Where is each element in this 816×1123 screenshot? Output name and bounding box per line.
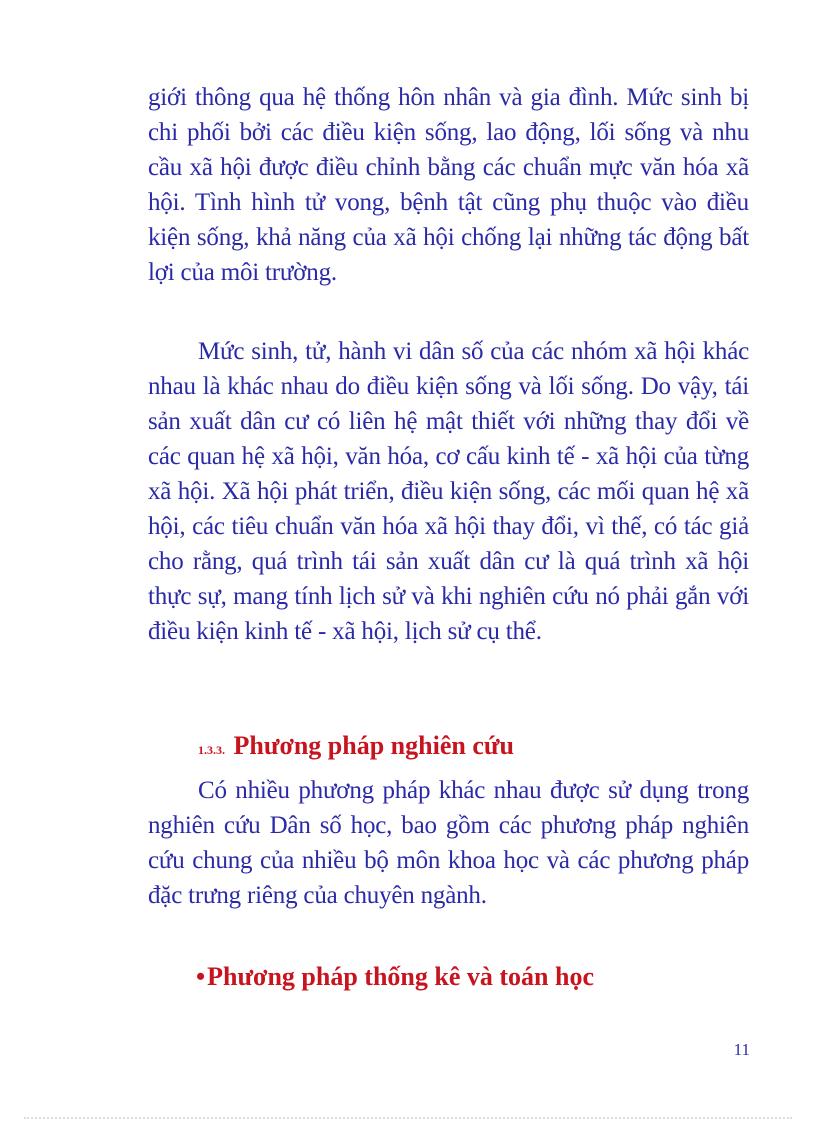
body-paragraph-2: Mức sinh, tử, hành vi dân số của các nhóm xã hội khác nhau là khác nhau do điều kiện sống và lối sống. Do vậy, tái sản xuất dân cư có liên hệ mật thiết với những thay đổi về các quan hệ xã hội, văn hóa, cơ cấu kinh tế - xã hội của từng xã hội. Xã hội phát triển, điều kiện sống, các mối quan hệ xã hội, các tiêu chuẩn văn hóa xã hội thay đổi, vì thế, có tác giả cho rằng, quá trình tái sản xuất dân cư là quá trình xã hội thực sự, mang tính lịch sử và khi nghiên cứu nó phải gắn với điều kiện kinh tế - xã hội, lịch sử cụ thể.: [148, 338, 749, 645]
bullet-icon: •: [196, 962, 206, 991]
subheading: [196, 961, 594, 993]
section-title: Phương pháp nghiên cứu: [233, 731, 514, 760]
body-paragraph-3: Có nhiều phương pháp khác nhau được sử dụng trong nghiên cứu Dân số học, bao gồm các phương pháp nghiên cứu chung của nhiều bộ môn khoa học và các phương pháp đặc trưng riêng của chuyên ngành.: [148, 777, 749, 909]
body-paragraph-1: giới thông qua hệ thống hôn nhân và gia đình. Mức sinh bị chi phối bởi các điều kiện sống, lao động, lối sống và nhu cầu xã hội được điều chỉnh bằng các chuẩn mực văn hóa xã hội. Tình hình tử vong, bệnh tật cũng phụ thuộc vào điều kiện sống, khả năng của xã hội chống lại những tác động bất lợi của môi trường.: [148, 84, 749, 286]
section-heading: [198, 730, 514, 766]
footer-divider: [24, 1117, 792, 1119]
section-number: 1.3.3.: [198, 743, 225, 757]
page-number: 11: [733, 1040, 750, 1059]
subheading-title: Phương pháp thống kê và toán học: [207, 962, 594, 991]
